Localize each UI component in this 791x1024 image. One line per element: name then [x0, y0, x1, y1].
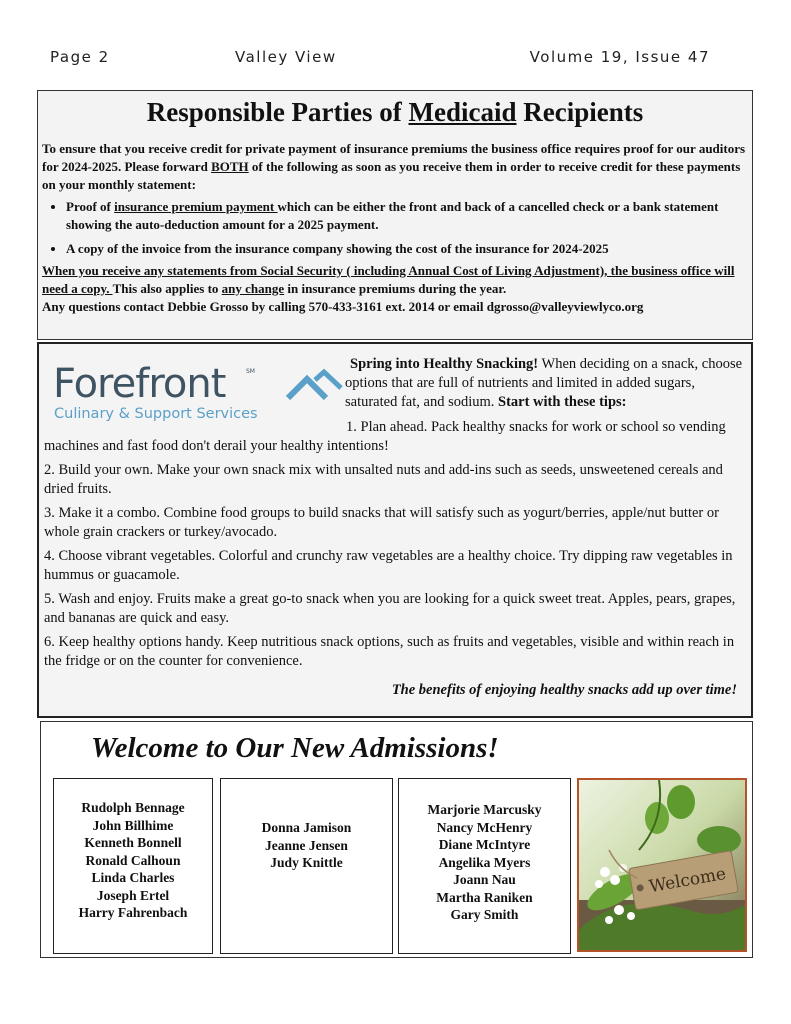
medicaid-contact: Any questions contact Debbie Grosso by calling 570-433-3161 ext. 2014 or email dgrosso@valleyviewlyco.org: [42, 299, 644, 314]
resident-name: Joann Nau: [453, 872, 516, 887]
resident-name: Marjorie Marcusky: [427, 802, 542, 817]
resident-name: Rudolph Bennage: [81, 800, 185, 815]
tip-item: 3. Make it a combo. Combine food groups to build snacks that will satisfy such as yogurt/berries, apple/nut butter or whole grain crackers or turkey/avocado.: [44, 505, 719, 540]
resident-name: Linda Charles: [91, 870, 175, 885]
tip-item: 1. Plan ahead. Pack healthy snacks for work or school so vending machines and fast food don't derail your healthy intentions!: [44, 419, 726, 454]
tip-item: 4. Choose vibrant vegetables. Colorful and crunchy raw vegetables are a healthy choice. Try dipping raw vegetables in hummus or guacamole.: [44, 548, 733, 583]
medicaid-requirements: [42, 198, 749, 258]
snack-tips: [44, 418, 744, 676]
logo-wordmark: Forefront: [53, 361, 226, 407]
newsletter-title: Valley View: [235, 48, 337, 66]
snacking-intro: Spring into Healthy Snacking! When deciding on a snack, choose options that are full of nutrients and limited in added sugars, saturated fat, and sodium. Start with these tips:: [345, 356, 743, 410]
resident-name: Nancy McHenry: [436, 819, 533, 835]
resident-name: Gary Smith: [450, 907, 519, 922]
chevron-logo-icon: [285, 368, 343, 402]
page-header: [50, 48, 710, 68]
resident-name: Ronald Calhoun: [85, 852, 181, 868]
resident-name: Joseph Ertel: [96, 887, 170, 903]
medicaid-intro: To ensure that you receive credit for private payment of insurance premiums the business office requires proof for our auditors for 2024-2025. Please forward BOTH of the following as soon as you receive them in order to receive credit for these payments on your monthly statement:: [42, 141, 746, 192]
admissions-title: Welcome to Our New Admissions!: [91, 732, 499, 764]
list-item: • Proof of insurance premium payment which can be either the front and back of a cancelled check or a bank statement showing the auto-deduction amount for a 2025 payment.: [66, 198, 749, 234]
new-admissions: [40, 721, 753, 958]
resident-name: Angelika Myers: [438, 854, 531, 870]
medicaid-title: Responsible Parties of Medicaid Recipients: [146, 97, 644, 127]
logo-service-mark: SM: [246, 368, 255, 375]
welcome-sign-image: [579, 780, 745, 950]
resident-name: Donna Jamison: [261, 820, 352, 835]
welcome-photo: [577, 778, 747, 952]
resident-name: Kenneth Bonnell: [84, 835, 182, 850]
resident-name: Diane McIntyre: [438, 837, 531, 852]
forefront-logo: [53, 362, 343, 424]
resident-name: Jeanne Jensen: [265, 837, 348, 853]
admissions-column-1: [53, 778, 213, 954]
issue-number: Volume 19, Issue 47: [529, 48, 710, 66]
tips-lead: Start with these tips:: [498, 394, 627, 410]
snacking-heading: Spring into Healthy Snacking!: [350, 356, 539, 372]
admissions-column-3: [398, 778, 571, 954]
medicaid-footer: When you receive any statements from Social Security ( including Annual Cost of Living Adjustment), the business office will need a copy. This also applies to any change in insurance premiums during the year.: [42, 263, 735, 296]
resident-name: Harry Fahrenbach: [78, 905, 188, 920]
welcome-tag-text: Welcome: [647, 863, 728, 898]
tip-item: 5. Wash and enjoy. Fruits make a great go-to snack when you are looking for a quick sweet treat. Apples, pears, grapes, and bananas are quick and easy.: [44, 591, 736, 626]
medicaid-body: [42, 140, 749, 316]
tip-item: 6. Keep healthy options handy. Keep nutritious snack options, such as fruits and vegetables, visible and within reach in the fridge or on the counter for convenience.: [44, 634, 735, 669]
page-number: Page 2: [50, 48, 110, 66]
admissions-column-2: [220, 778, 393, 954]
logo-tagline: Culinary & Support Services: [54, 406, 258, 422]
resident-name: Judy Knittle: [270, 855, 343, 870]
tip-item: 2. Build your own. Make your own snack mix with unsalted nuts and add-ins such as seeds, unsweetened cereals and dried fruits.: [44, 462, 723, 497]
list-item: • A copy of the invoice from the insurance company showing the cost of the insurance for 2024-2025: [66, 240, 749, 258]
snacking-closing: The benefits of enjoying healthy snacks add up over time!: [391, 682, 737, 698]
resident-name: John Billhime: [92, 817, 174, 833]
resident-name: Martha Raniken: [436, 889, 533, 905]
medicaid-notice: [37, 90, 753, 340]
healthy-snacking-article: [37, 342, 753, 718]
